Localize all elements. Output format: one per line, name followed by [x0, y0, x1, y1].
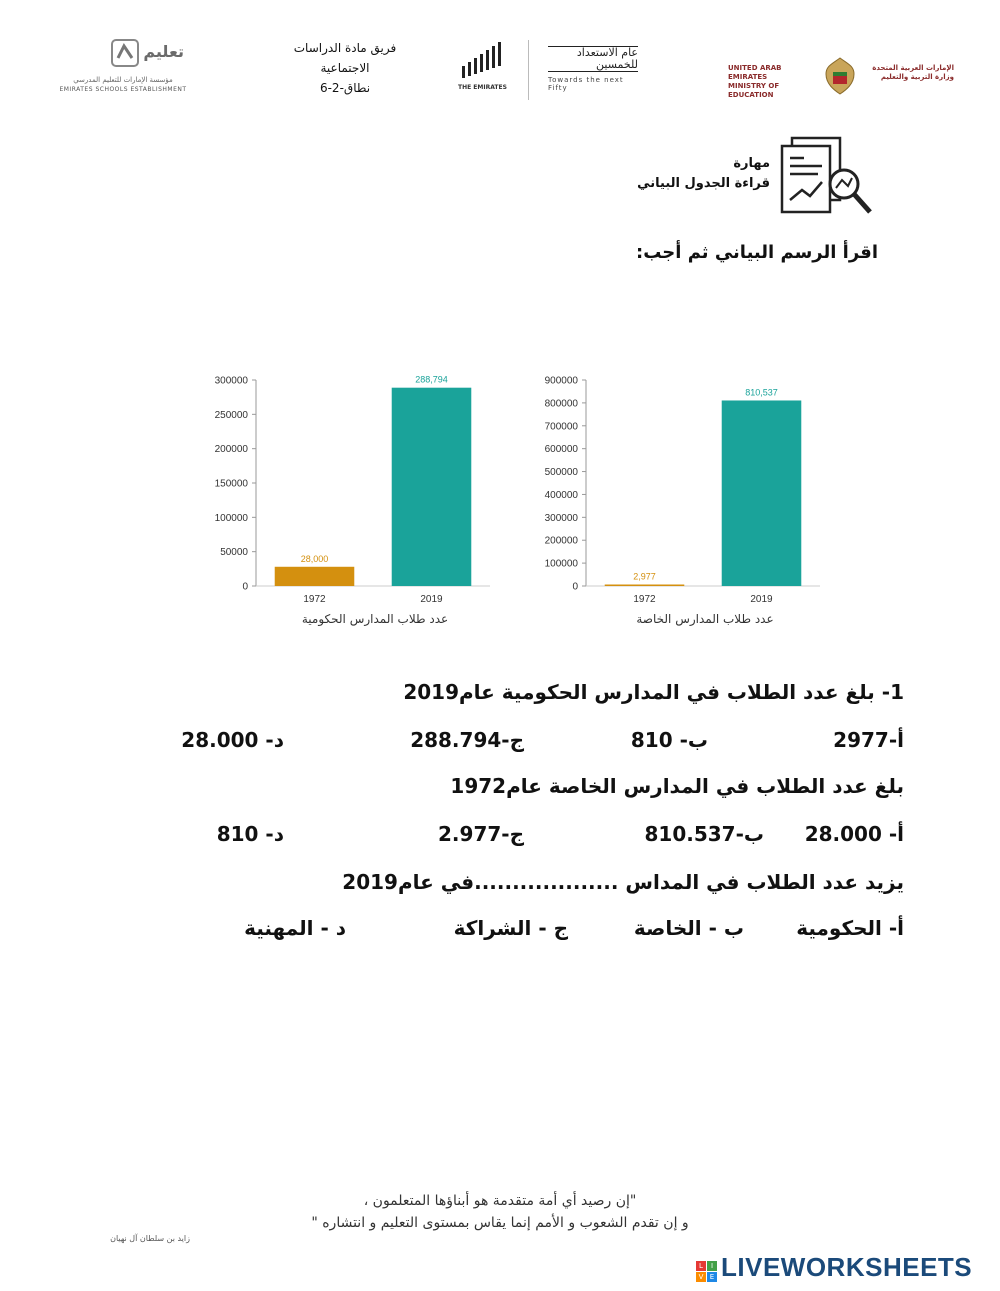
- q2-option-c[interactable]: ج-2.977: [438, 822, 524, 846]
- y-tick-label: 200000: [214, 444, 248, 456]
- q2-option-b[interactable]: ب-810.537: [644, 822, 764, 846]
- y-tick-label: 150000: [214, 478, 248, 490]
- chart-private: [520, 368, 840, 638]
- liveworksheets-brand[interactable]: [696, 1252, 996, 1284]
- emirates-logo-icon: [458, 42, 508, 80]
- bar-1972: [275, 567, 355, 586]
- emblem-icon: [822, 56, 858, 96]
- y-tick-label: 250000: [214, 409, 248, 421]
- chart-government: [190, 368, 510, 638]
- question-1-text: 1- بلغ عدد الطلاب في المدارس الحكومية عام: [459, 680, 904, 704]
- y-tick-label: 100000: [214, 512, 248, 524]
- header-divider: [528, 40, 529, 100]
- bar-2019: [722, 400, 802, 586]
- chart-report-icon: [778, 136, 878, 222]
- y-tick-label: 500000: [544, 467, 578, 479]
- quote: [250, 1190, 750, 1234]
- y-tick-label: 0: [242, 581, 248, 593]
- x-tick-label: 2019: [750, 594, 773, 605]
- y-tick-label: 200000: [544, 535, 578, 547]
- emirates-caption: THE EMIRATES: [458, 84, 507, 91]
- bar-2019: [392, 388, 472, 586]
- ministry-en-2: MINISTRY OF EDUCATION: [728, 82, 780, 99]
- y-tick-label: 50000: [220, 547, 248, 559]
- ese-logo-mark: [110, 38, 140, 68]
- bar-1972: [605, 585, 685, 587]
- emirates-logo: [458, 42, 518, 97]
- ese-logo: [58, 38, 188, 98]
- quote-line-1: "إن رصيد أي أمة متقدمة هو أبناؤها المتعلمون ،: [363, 1193, 637, 1209]
- skill-line-1: مهارة: [733, 156, 770, 171]
- y-tick-label: 800000: [544, 398, 578, 410]
- team-line-1: فريق مادة الدراسات: [293, 41, 397, 55]
- bar-value-label: 288,794: [415, 374, 448, 385]
- ese-caption-ar: مؤسسة الإمارات للتعليم المدرسي: [73, 76, 173, 84]
- y-tick-label: 700000: [544, 421, 578, 433]
- x-tick-label: 2019: [420, 594, 443, 605]
- question-1: [403, 680, 904, 704]
- question-3-text: يزيد عدد الطلاب في المداس ...................في عام: [397, 870, 904, 894]
- skill-label: [620, 154, 770, 194]
- question-1-year: 2019: [403, 680, 459, 704]
- y-tick-label: 0: [572, 581, 578, 593]
- ministry-ar-1: الإمارات العربية المتحدة: [872, 64, 954, 72]
- x-tick-label: 1972: [633, 594, 656, 605]
- q3-option-b[interactable]: ب - الخاصة: [633, 916, 744, 940]
- y-tick-label: 300000: [544, 512, 578, 524]
- question-2-text: بلغ عدد الطلاب في المدارس الخاصة عام: [506, 774, 904, 798]
- ministry-en-1: UNITED ARAB EMIRATES: [728, 64, 782, 81]
- fifty-logo-english: Towards the next Fifty: [548, 76, 624, 92]
- ese-logo-wordmark: تعليم: [143, 42, 184, 61]
- question-2-year: 1972: [450, 774, 507, 798]
- y-tick-label: 900000: [544, 375, 578, 387]
- x-tick-label: 1972: [303, 594, 326, 605]
- liveworksheets-wordmark: LIVEWORKSHEETS: [721, 1252, 973, 1282]
- instruction: اقرأ الرسم البياني ثم أجب:: [636, 242, 878, 263]
- team-line-3: نطاق-2-6: [319, 81, 371, 95]
- ministry-logo: [728, 56, 958, 100]
- ministry-ar-2: وزارة التربية والتعليم: [880, 73, 954, 81]
- team-line-2: الاجتماعية: [320, 61, 370, 75]
- y-tick-label: 100000: [544, 558, 578, 570]
- y-tick-label: 300000: [214, 375, 248, 387]
- q1-option-d[interactable]: د- 28.000: [181, 728, 284, 752]
- question-2: [450, 774, 904, 798]
- q3-option-a[interactable]: أ- الحكومية: [796, 916, 904, 940]
- y-tick-label: 400000: [544, 489, 578, 501]
- bar-value-label: 2,977: [633, 571, 656, 582]
- team-title: [270, 38, 420, 98]
- q2-option-d[interactable]: د- 810: [216, 822, 284, 846]
- chart-private-title: عدد طلاب المدارس الخاصة: [636, 612, 774, 626]
- signature: زايد بن سلطان آل نهيان: [110, 1234, 190, 1243]
- q1-option-b[interactable]: ب- 810: [630, 728, 708, 752]
- question-3-year: 2019: [342, 870, 398, 894]
- q1-option-a[interactable]: أ-2977: [833, 728, 904, 752]
- quote-line-2: و إن تقدم الشعوب و الأمم إنما يقاس بمستوى التعليم و انتشاره ": [311, 1215, 689, 1231]
- question-3: [342, 870, 904, 894]
- y-tick-label: 600000: [544, 444, 578, 456]
- q3-option-d[interactable]: د - المهنية: [244, 916, 346, 940]
- bar-value-label: 28,000: [300, 553, 329, 564]
- liveworksheets-icon: L I V E: [696, 1261, 717, 1282]
- ese-caption-en: EMIRATES SCHOOLS ESTABLISHMENT: [59, 86, 187, 93]
- q1-option-c[interactable]: ج-288.794: [410, 728, 524, 752]
- q3-option-c[interactable]: ج - الشراكة: [453, 916, 568, 940]
- skill-line-2: قراءة الجدول البياني: [637, 176, 770, 191]
- bar-value-label: 810,537: [745, 387, 778, 398]
- fifty-logo-arabic: عام الاستعداد للخمسين: [548, 46, 638, 72]
- fifty-logo: [548, 46, 638, 96]
- chart-government-title: عدد طلاب المدارس الحكومية: [301, 612, 449, 626]
- q2-option-a[interactable]: أ- 28.000: [804, 822, 904, 846]
